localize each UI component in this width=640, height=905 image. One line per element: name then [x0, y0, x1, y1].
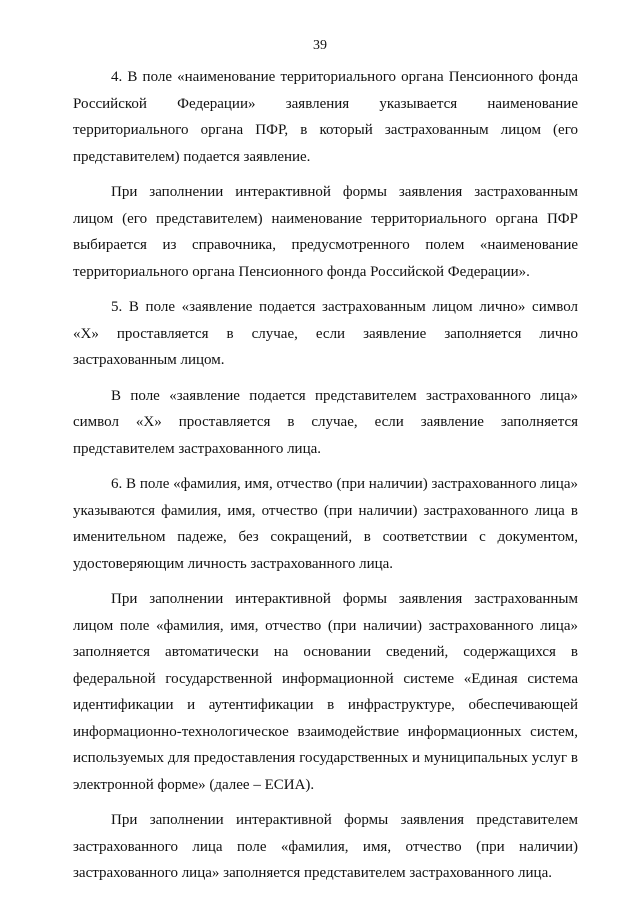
paragraph-item-6-representative-form: При заполнении интерактивной формы заявления представителем застрахованного лица поле «фамилия, имя, отчество (при наличии) застрахованного лица» заполняется представителем застрахованного лица. [73, 812, 578, 881]
page-number: 39 [313, 38, 327, 53]
paragraph-item-6: 6. В поле «фамилия, имя, отчество (при наличии) застрахованного лица» указываются фамилия, имя, отчество (при наличии) застрахованного лица в именительном падеже, без сокращений, в соответствии с документом, удостоверяющим личность застрахованного лица. [73, 476, 578, 572]
paragraph-item-4-interactive-form: При заполнении интерактивной формы заявления застрахованным лицом (его представителем) наименование территориального органа ПФР выбирается из справочника, предусмотренного полем «наименование территориального органа Пенсионного фонда Российской Федерации». [73, 184, 578, 280]
document-body [73, 64, 578, 896]
paragraph-item-5-representative: В поле «заявление подается представителем застрахованного лица» символ «Х» проставляется в случае, если заявление заполняется представителем застрахованного лица. [73, 387, 578, 457]
paragraph-item-6-insured-form: При заполнении интерактивной формы заявления застрахованным лицом поле «фамилия, имя, отчество (при наличии) застрахованного лица» заполняется автоматически на основании сведений, содержащихся в федеральной государственной информационной системе «Единая система идентификации и аутентификации в инфраструктуре, обеспечивающей информационно-технологическое взаимодействие информационных систем, используемых для предоставления государственных и муниципальных услуг в электронной форме» (далее – ЕСИА). [73, 591, 578, 793]
paragraph-item-5: 5. В поле «заявление подается застрахованным лицом лично» символ «Х» проставляется в случае, если заявление заполняется лично застрахованным лицом. [73, 299, 578, 368]
paragraph-item-4: 4. В поле «наименование территориального органа Пенсионного фонда Российской Федерации» заявления указывается наименование территориального органа ПФР, в который застрахованным лицом (его представителем) подается заявление. [73, 69, 578, 165]
